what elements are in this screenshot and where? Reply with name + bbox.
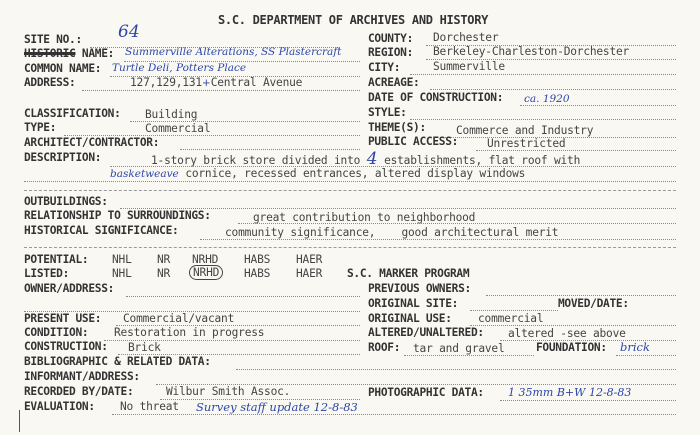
condition-value: Restoration in progress (114, 326, 265, 339)
historical-label: HISTORICAL SIGNIFICANCE: (24, 224, 179, 237)
city-line (410, 74, 676, 75)
present-use-value: Commercial/vacant (123, 312, 235, 325)
evaluation-line (112, 414, 676, 415)
section-divider-2 (24, 247, 676, 248)
card-title: S.C. DEPARTMENT OF ARCHIVES AND HISTORY (218, 13, 489, 27)
common-name-value: Turtle Deli, Potters Place (112, 62, 247, 74)
county-value: Dorchester (433, 31, 499, 44)
original-use-line (470, 325, 676, 326)
description-line-2-rule (24, 181, 676, 182)
present-use-label: PRESENT USE: (24, 312, 102, 325)
original-use-label: ORIGINAL USE: (368, 312, 452, 325)
city-label: CITY: (368, 61, 401, 74)
listed-habs: HABS (244, 267, 271, 280)
listed-nr: NR (157, 267, 171, 280)
description-line-2 (110, 167, 525, 181)
bibliographic-line (236, 369, 676, 370)
historical-text-b: good architectural merit (401, 226, 559, 239)
type-value: Commercial (145, 122, 211, 135)
potential-label: POTENTIAL: (24, 253, 89, 266)
evaluation-hand-note: Survey staff update 12-8-83 (196, 400, 358, 414)
classification-value: Building (145, 108, 198, 121)
evaluation-label: EVALUATION: (24, 400, 95, 413)
historical-value (225, 226, 558, 239)
recorded-label: RECORDED BY/DATE: (24, 385, 134, 398)
previous-owners-label: PREVIOUS OWNERS: (368, 282, 471, 295)
address-street: Central Avenue (210, 76, 303, 89)
listed-nhl: NHL (112, 267, 132, 280)
roof-value: tar and gravel (413, 342, 505, 355)
type-label: TYPE: (24, 121, 57, 134)
acreage-label: ACREAGE: (368, 76, 420, 89)
region-label: REGION: (368, 46, 414, 59)
date-construction-line (520, 105, 676, 106)
potential-nrhd: NRHD (192, 253, 219, 266)
historical-line (200, 239, 676, 240)
description-hand-count: 4 (366, 149, 378, 169)
original-site-line (470, 310, 558, 311)
foundation-value: brick (620, 340, 650, 354)
foundation-label: FOUNDATION: (536, 341, 607, 354)
marker-program-label: S.C. MARKER PROGRAM (347, 267, 470, 280)
listed-label: LISTED: (24, 267, 70, 280)
historic-struck: HISTORIC (24, 47, 76, 60)
historical-text-a: community significance, (225, 226, 376, 239)
potential-nr: NR (157, 253, 171, 266)
potential-habs: HABS (244, 253, 271, 266)
owner-label: OWNER/ADDRESS: (24, 282, 115, 295)
description-text-1a: 1-story brick store divided into (151, 154, 361, 167)
relationship-value: great contribution to neighborhood (253, 211, 476, 224)
description-text-2b: cornice, recessed entrances, altered display windows (185, 167, 526, 180)
date-construction-label: DATE OF CONSTRUCTION: (368, 91, 504, 104)
theme-value: Commerce and Industry (456, 124, 594, 137)
informant-label: INFORMANT/ADDRESS: (24, 370, 140, 383)
outbuildings-label: OUTBUILDINGS: (24, 195, 108, 208)
card-edge-mark (19, 410, 20, 432)
listed-nrhd-circled (189, 266, 223, 279)
owner-line (126, 296, 360, 297)
moved-date-label: MOVED/DATE: (558, 297, 629, 310)
section-divider-1 (24, 190, 676, 191)
description-text-1b: establishments, flat roof with (384, 154, 581, 167)
common-name-label: COMMON NAME: (24, 62, 102, 75)
evaluation-value: No threat (120, 400, 179, 413)
roof-line (404, 355, 534, 356)
listed-haer: HAER (296, 267, 323, 280)
architect-line (180, 149, 360, 150)
theme-label: THEME(S): (368, 121, 426, 134)
address-numbers: 127,129,131 (130, 76, 202, 89)
foundation-line (616, 355, 676, 356)
public-access-label: PUBLIC ACCESS: (368, 135, 459, 148)
name-value: Summerville Alterations, SS Plastercraft (125, 46, 342, 58)
listed-nrhd: NRHD (189, 265, 223, 280)
name-label-text: NAME: (81, 47, 115, 60)
relationship-line (238, 223, 676, 224)
condition-label: CONDITION: (24, 326, 89, 339)
region-value: Berkeley-Charleston-Dorchester (433, 45, 630, 58)
address-label: ADDRESS: (24, 76, 76, 89)
original-use-value: commercial (478, 312, 544, 325)
roof-label: ROOF: (368, 341, 401, 354)
site-no-label: SITE NO.: (24, 33, 82, 46)
county-label: COUNTY: (368, 32, 414, 45)
original-site-label: ORIGINAL SITE: (368, 297, 459, 310)
date-construction-value: ca. 1920 (524, 93, 570, 105)
altered-value: altered -see above (508, 327, 626, 340)
previous-owners-line (486, 295, 676, 296)
photographic-value: 1 35mm B+W 12-8-83 (508, 386, 632, 399)
description-hand-basketweave: basketweave (110, 168, 179, 180)
public-access-line (476, 150, 676, 151)
address-plus: + (201, 77, 211, 89)
recorded-value: Wilbur Smith Assoc. (166, 385, 291, 398)
name-label (24, 47, 114, 60)
site-no-value: 64 (118, 22, 140, 42)
address-value (130, 76, 302, 90)
description-line-1 (151, 149, 581, 169)
classification-label: CLASSIFICATION: (24, 107, 121, 120)
style-label: STYLE: (368, 106, 407, 119)
architect-label: ARCHITECT/CONTRACTOR: (24, 136, 160, 149)
style-line (410, 119, 676, 120)
bibliographic-label: BIBLIOGRAPHIC & RELATED DATA: (24, 355, 211, 368)
acreage-line (430, 89, 676, 90)
construction-label: CONSTRUCTION: (24, 340, 108, 353)
potential-haer: HAER (296, 253, 323, 266)
public-access-value: Unrestricted (487, 137, 566, 150)
address-line (82, 90, 360, 91)
altered-label: ALTERED/UNALTERED: (368, 326, 484, 339)
relationship-label: RELATIONSHIP TO SURROUNDINGS: (24, 209, 211, 222)
city-value: Summerville (433, 60, 505, 73)
potential-nhl: NHL (112, 253, 132, 266)
photographic-label: PHOTOGRAPHIC DATA: (368, 386, 484, 399)
photographic-line (500, 400, 676, 401)
construction-value: Brick (128, 341, 161, 354)
description-label: DESCRIPTION: (24, 151, 102, 164)
